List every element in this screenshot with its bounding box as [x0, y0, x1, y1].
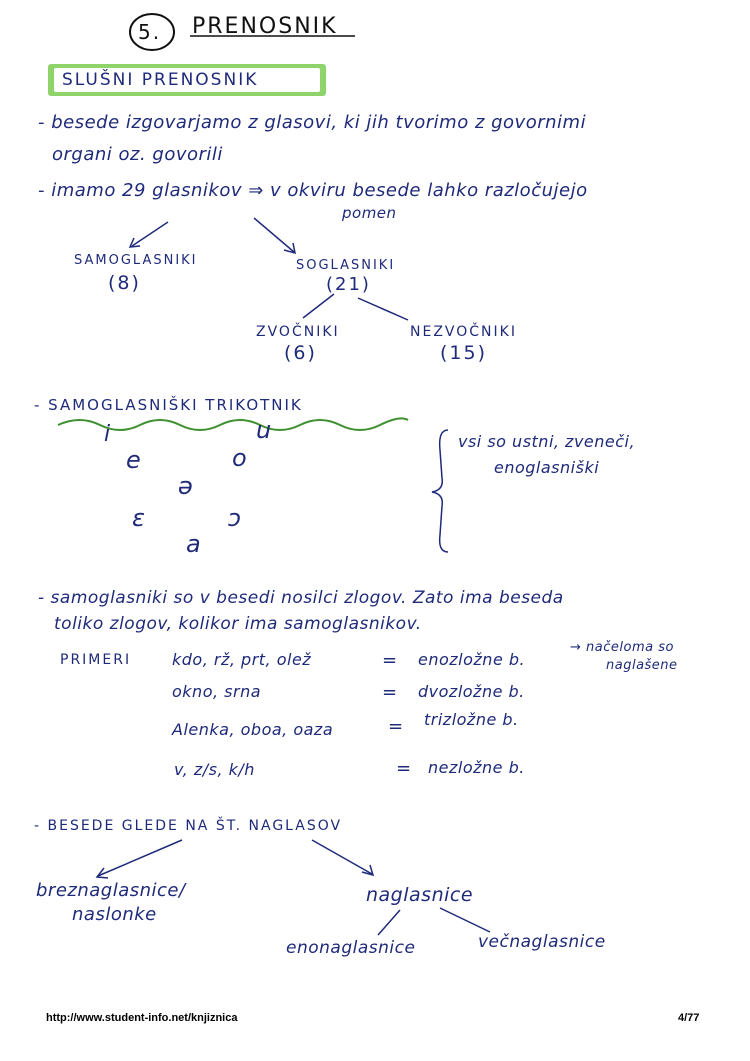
tree1-sub-right-count: (15): [440, 342, 488, 364]
example-row-4-words: v, z/s, k/h: [174, 760, 255, 779]
examples-label: PRIMERI: [60, 652, 132, 668]
bullet1-line1: - besede izgovarjamo z glasovi, ki jih tvorimo z govornimi: [38, 112, 587, 133]
example-row-4-eq: =: [396, 758, 412, 779]
tree2-title: - BESEDE GLEDE NA ŠT. NAGLASOV: [34, 818, 343, 834]
bullet3-line2: toliko zlogov, kolikor ima samoglasnikov.: [54, 614, 422, 634]
footer-page-number: 4/77: [678, 1012, 700, 1024]
tree1-sub-left-label: ZVOČNIKI: [256, 324, 340, 340]
tree1-right-count: (21): [326, 274, 371, 295]
example-row-3-words: Alenka, oboa, oaza: [172, 720, 334, 739]
vowel-open-o: ɔ: [228, 504, 242, 532]
tree2-sub-right: večnaglasnice: [478, 932, 606, 952]
bullet2-line2: pomen: [342, 204, 397, 222]
tree1-sub-left-count: (6): [284, 342, 317, 364]
tree1-sub-right-label: NEZVOČNIKI: [410, 324, 517, 340]
bullet3-line1: - samoglasniki so v besedi nosilci zlogov. Zato ima beseda: [38, 588, 564, 608]
vowel-a: a: [186, 530, 202, 558]
examples-note-line2: naglašene: [606, 658, 678, 673]
example-row-1-eq: =: [382, 650, 398, 671]
heading-title: PRENOSNIK: [192, 14, 338, 39]
tree1-left-count: (8): [108, 272, 141, 294]
tree1-left-label: SAMOGLASNIKI: [74, 253, 198, 268]
vowel-schwa: ə: [178, 472, 194, 500]
tree2-right: naglasnice: [366, 884, 474, 906]
triangle-note-line2: enoglasniški: [494, 458, 600, 477]
tree1-right-label: SOGLASNIKI: [296, 258, 396, 273]
triangle-note-line1: vsi so ustni, zveneči,: [458, 432, 636, 451]
tree2-left-line2: naslonke: [72, 904, 157, 925]
example-row-2-words: okno, srna: [172, 682, 262, 701]
vowel-e: e: [126, 446, 142, 474]
example-row-1-words: kdo, rž, prt, olež: [172, 650, 312, 669]
example-row-2-eq: =: [382, 682, 398, 703]
examples-note-line1: → načeloma so: [570, 640, 674, 655]
footer-url: http://www.student-info.net/knjiznica: [46, 1012, 238, 1024]
vowel-u: u: [256, 416, 272, 444]
tree2-left-line1: breznaglasnice/: [36, 880, 186, 901]
example-row-3-eq: =: [388, 716, 404, 737]
vowel-o: o: [232, 444, 248, 472]
bullet2-line1: - imamo 29 glasnikov ⇒ v okviru besede lahko razločujejo: [38, 180, 588, 201]
example-row-3-result: trizložne b.: [424, 710, 519, 729]
bullet1-line2: organi oz. govorili: [52, 144, 223, 165]
vowel-i: i: [104, 422, 111, 447]
example-row-1-result: enozložne b.: [418, 650, 526, 669]
example-row-4-result: nezložne b.: [428, 758, 525, 777]
section-title: SLUŠNI PRENOSNIK: [62, 70, 259, 90]
heading-number: 5.: [138, 20, 162, 44]
vowel-open-e: ɛ: [132, 504, 146, 532]
tree2-sub-left: enonaglasnice: [286, 938, 416, 958]
example-row-2-result: dvozložne b.: [418, 682, 525, 701]
triangle-title: - SAMOGLASNIŠKI TRIKOTNIK: [34, 396, 303, 414]
